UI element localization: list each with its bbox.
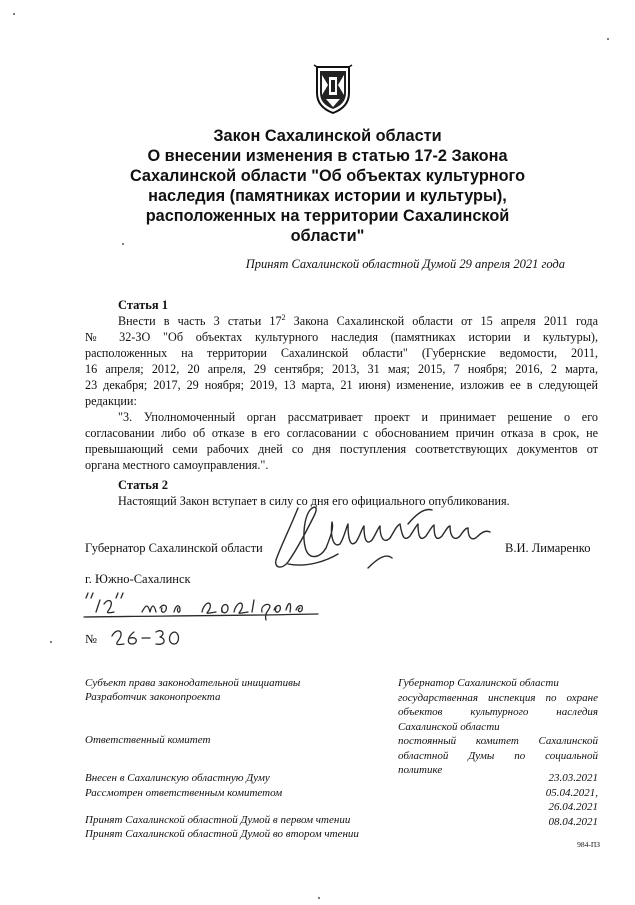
sakhalin-emblem-icon	[312, 63, 354, 115]
form-code: 984-ПЗ	[577, 840, 600, 849]
scan-speck	[607, 38, 609, 40]
article-1-heading: Статья 1	[118, 298, 168, 312]
footer-value-line: государственная инспекция по охране	[398, 691, 598, 704]
city: г. Южно-Сахалинск	[85, 572, 191, 586]
article-1-line: превышающий семи рабочих дней со дня поступления соответствующих документов от	[85, 442, 598, 456]
article-2-heading: Статья 2	[118, 478, 168, 492]
adoption-date: Принят Сахалинской областной Думой 29 апреля 2021 года	[245, 257, 565, 271]
handwritten-signature-icon	[268, 498, 504, 578]
article-1-line: 23 декабря; 2017, 29 ноября; 2019, 13 марта, 21 июня) изменение, изложив ее в следующей	[85, 378, 598, 392]
footer-value-line: политике	[398, 764, 443, 776]
title-line: О внесении изменения в статью 17-2 Закона	[147, 147, 508, 165]
article-2-text: Настоящий Закон вступает в силу со дня его официального опубликования.	[118, 494, 510, 508]
footer-value-line: постоянный комитет Сахалинской	[398, 735, 598, 747]
article-1-line: "3. Уполномоченный орган рассматривает проект и принимает решение о его	[118, 410, 598, 424]
text-fragment: Закона Сахалинской области от 15 апреля 2011 года	[285, 314, 599, 328]
footer-value	[398, 676, 598, 778]
footer-value-line: областной Думы по социальной	[398, 749, 598, 762]
footer-label: Разработчик законопроекта	[85, 691, 221, 703]
article-1-line: редакции:	[85, 394, 137, 408]
title-line: наследия (памятниках истории и культуры),	[148, 187, 507, 205]
law-number-prefix: №	[85, 632, 97, 646]
law-title	[100, 126, 555, 246]
article-1-line: расположенных на территории Сахалинской области" (Губернские ведомости, 2011,	[85, 346, 598, 360]
handwritten-number-icon	[108, 624, 188, 650]
footer-date: 23.03.2021	[548, 772, 598, 784]
title-line: расположенных на территории Сахалинской	[145, 207, 510, 225]
footer-label: Внесен в Сахалинскую областную Думу	[85, 772, 270, 784]
footer-date: 26.04.2021	[548, 801, 598, 813]
footer-label: Принят Сахалинской областной Думой в первом чтении	[85, 814, 351, 826]
title-line: области"	[290, 227, 365, 245]
footer-date: 05.04.2021,	[545, 786, 598, 799]
handwritten-date-icon	[82, 590, 322, 624]
scan-speck	[122, 243, 124, 245]
footer-value-line: Губернатор Сахалинской области	[398, 677, 559, 689]
footer-value-line: Сахалинской области	[398, 720, 500, 733]
footer-value-line: объектов культурного наследия	[398, 706, 598, 718]
footer-label: Субъект права законодательной инициативы	[85, 677, 301, 689]
signatory-position: Губернатор Сахалинской области	[85, 541, 263, 555]
article-1-text	[85, 313, 598, 473]
text-fragment: Внести в часть 3 статьи 17	[118, 314, 282, 328]
scan-speck	[13, 13, 15, 15]
scan-speck	[318, 897, 320, 899]
footer-label: Принят Сахалинской областной Думой во втором чтении	[85, 828, 359, 840]
article-1-line: органа местного самоуправления.".	[85, 458, 269, 472]
signatory-name: В.И. Лимаренко	[505, 541, 591, 555]
title-line: Закон Сахалинской области	[213, 127, 442, 145]
footer-label: Ответственный комитет	[85, 734, 211, 746]
scan-speck	[50, 641, 52, 643]
footer-dates	[398, 771, 598, 829]
article-1-line: согласовании либо об отказе в его согласовании с обоснованием причин отказа в срок, не	[85, 426, 598, 440]
article-1-line: № 32-ЗО "Об объектах культурного наследия (памятниках истории и культуры),	[85, 330, 598, 344]
article-1-line: 16 апреля; 2012, 20 апреля, 29 сентября; 2013, 31 мая; 2015, 7 ноября; 2016, 2 марта,	[85, 362, 598, 376]
article-1-line	[85, 313, 598, 329]
footer-label: Рассмотрен ответственным комитетом	[85, 787, 283, 799]
superscript: 2	[281, 312, 286, 322]
title-line: Сахалинской области "Об объектах культурного	[129, 167, 526, 185]
footer-date: 08.04.2021	[548, 815, 598, 828]
